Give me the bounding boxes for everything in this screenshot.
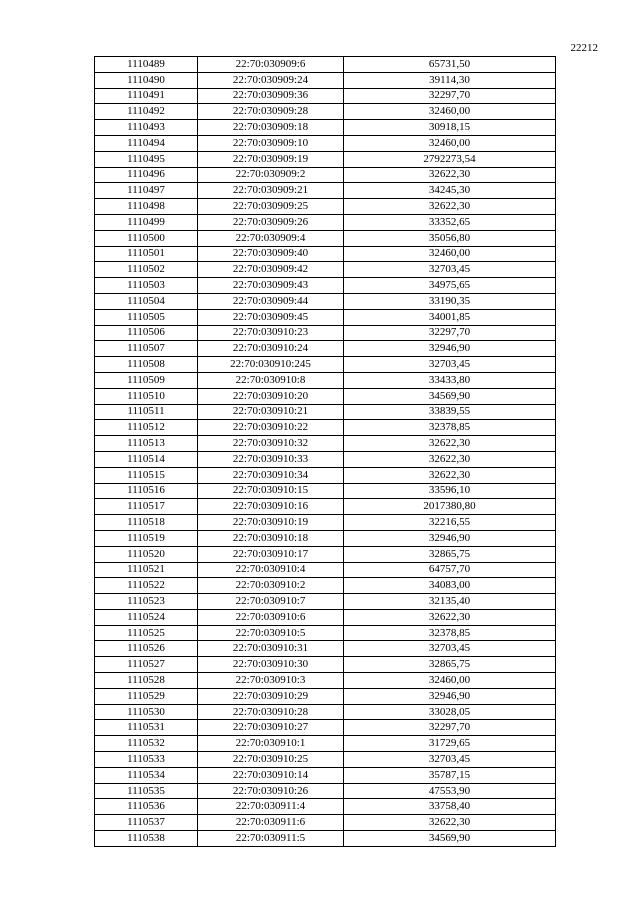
value-cell: 32216,55	[344, 515, 556, 531]
value-cell: 32378,85	[344, 625, 556, 641]
value-cell: 32460,00	[344, 135, 556, 151]
cadastral-number-cell: 22:70:030910:2	[198, 578, 344, 594]
row-number-cell: 1110517	[95, 499, 198, 515]
table-row	[95, 546, 556, 562]
row-number-cell: 1110530	[95, 704, 198, 720]
row-number-cell: 1110509	[95, 372, 198, 388]
cadastral-number-cell: 22:70:030909:45	[198, 309, 344, 325]
row-number-cell: 1110514	[95, 451, 198, 467]
table-row	[95, 562, 556, 578]
value-cell: 33352,65	[344, 214, 556, 230]
value-cell: 33433,80	[344, 372, 556, 388]
table-row	[95, 57, 556, 73]
row-number-cell: 1110503	[95, 278, 198, 294]
value-cell: 32703,45	[344, 357, 556, 373]
value-cell: 34083,00	[344, 578, 556, 594]
row-number-cell: 1110494	[95, 135, 198, 151]
cadastral-number-cell: 22:70:030910:19	[198, 515, 344, 531]
value-cell: 47553,90	[344, 783, 556, 799]
table-row	[95, 262, 556, 278]
cadastral-number-cell: 22:70:030909:6	[198, 57, 344, 73]
table-row	[95, 293, 556, 309]
value-cell: 34001,85	[344, 309, 556, 325]
cadastral-number-cell: 22:70:030910:5	[198, 625, 344, 641]
row-number-cell: 1110535	[95, 783, 198, 799]
table-row	[95, 420, 556, 436]
table-row	[95, 530, 556, 546]
table-row	[95, 799, 556, 815]
table-row	[95, 88, 556, 104]
row-number-cell: 1110500	[95, 230, 198, 246]
table-row	[95, 752, 556, 768]
row-number-cell: 1110511	[95, 404, 198, 420]
data-table	[94, 56, 556, 847]
table-row	[95, 673, 556, 689]
cadastral-number-cell: 22:70:030910:16	[198, 499, 344, 515]
table-row	[95, 214, 556, 230]
table-row	[95, 388, 556, 404]
table-row	[95, 151, 556, 167]
row-number-cell: 1110516	[95, 483, 198, 499]
cadastral-number-cell: 22:70:030909:28	[198, 104, 344, 120]
row-number-cell: 1110528	[95, 673, 198, 689]
table-row	[95, 720, 556, 736]
row-number-cell: 1110519	[95, 530, 198, 546]
row-number-cell: 1110497	[95, 183, 198, 199]
row-number-cell: 1110512	[95, 420, 198, 436]
table-row	[95, 625, 556, 641]
table-row	[95, 372, 556, 388]
value-cell: 32946,90	[344, 341, 556, 357]
cadastral-number-cell: 22:70:030910:3	[198, 673, 344, 689]
table-row	[95, 467, 556, 483]
row-number-cell: 1110510	[95, 388, 198, 404]
table-row	[95, 135, 556, 151]
value-cell: 32297,70	[344, 720, 556, 736]
row-number-cell: 1110493	[95, 120, 198, 136]
cadastral-number-cell: 22:70:030909:40	[198, 246, 344, 262]
row-number-cell: 1110525	[95, 625, 198, 641]
value-cell: 35056,80	[344, 230, 556, 246]
table-row	[95, 72, 556, 88]
value-cell: 32946,90	[344, 688, 556, 704]
cadastral-number-cell: 22:70:030910:15	[198, 483, 344, 499]
cadastral-number-cell: 22:70:030909:43	[198, 278, 344, 294]
cadastral-number-cell: 22:70:030909:21	[198, 183, 344, 199]
table-row	[95, 278, 556, 294]
cadastral-number-cell: 22:70:030910:31	[198, 641, 344, 657]
row-number-cell: 1110522	[95, 578, 198, 594]
row-number-cell: 1110489	[95, 57, 198, 73]
value-cell: 33190,35	[344, 293, 556, 309]
value-cell: 39114,30	[344, 72, 556, 88]
table-row	[95, 230, 556, 246]
value-cell: 34569,90	[344, 388, 556, 404]
cadastral-number-cell: 22:70:030910:18	[198, 530, 344, 546]
table-row	[95, 436, 556, 452]
cadastral-number-cell: 22:70:030910:22	[198, 420, 344, 436]
cadastral-number-cell: 22:70:030909:19	[198, 151, 344, 167]
cadastral-number-cell: 22:70:030911:4	[198, 799, 344, 815]
value-cell: 32460,00	[344, 104, 556, 120]
value-cell: 32946,90	[344, 530, 556, 546]
value-cell: 32703,45	[344, 262, 556, 278]
row-number-cell: 1110498	[95, 199, 198, 215]
row-number-cell: 1110531	[95, 720, 198, 736]
row-number-cell: 1110536	[95, 799, 198, 815]
row-number-cell: 1110533	[95, 752, 198, 768]
value-cell: 32622,30	[344, 451, 556, 467]
value-cell: 31729,65	[344, 736, 556, 752]
row-number-cell: 1110491	[95, 88, 198, 104]
table-row	[95, 736, 556, 752]
value-cell: 33596,10	[344, 483, 556, 499]
table-row	[95, 325, 556, 341]
row-number-cell: 1110537	[95, 815, 198, 831]
table-body	[95, 57, 556, 847]
row-number-cell: 1110502	[95, 262, 198, 278]
table-row	[95, 483, 556, 499]
cadastral-number-cell: 22:70:030910:32	[198, 436, 344, 452]
cadastral-number-cell: 22:70:030910:24	[198, 341, 344, 357]
cadastral-number-cell: 22:70:030910:17	[198, 546, 344, 562]
row-number-cell: 1110526	[95, 641, 198, 657]
row-number-cell: 1110518	[95, 515, 198, 531]
table-row	[95, 657, 556, 673]
value-cell: 64757,70	[344, 562, 556, 578]
row-number-cell: 1110520	[95, 546, 198, 562]
cadastral-number-cell: 22:70:030909:44	[198, 293, 344, 309]
value-cell: 32622,30	[344, 167, 556, 183]
table-row	[95, 641, 556, 657]
cadastral-number-cell: 22:70:030910:34	[198, 467, 344, 483]
cadastral-number-cell: 22:70:030910:27	[198, 720, 344, 736]
cadastral-number-cell: 22:70:030910:245	[198, 357, 344, 373]
value-cell: 33839,55	[344, 404, 556, 420]
cadastral-number-cell: 22:70:030910:6	[198, 609, 344, 625]
value-cell: 32622,30	[344, 199, 556, 215]
row-number-cell: 1110521	[95, 562, 198, 578]
row-number-cell: 1110534	[95, 767, 198, 783]
value-cell: 35787,15	[344, 767, 556, 783]
table-row	[95, 831, 556, 847]
row-number-cell: 1110515	[95, 467, 198, 483]
cadastral-number-cell: 22:70:030910:20	[198, 388, 344, 404]
table-row	[95, 341, 556, 357]
cadastral-number-cell: 22:70:030909:4	[198, 230, 344, 246]
cadastral-number-cell: 22:70:030909:24	[198, 72, 344, 88]
value-cell: 32865,75	[344, 546, 556, 562]
row-number-cell: 1110508	[95, 357, 198, 373]
table-row	[95, 783, 556, 799]
row-number-cell: 1110492	[95, 104, 198, 120]
row-number-cell: 1110513	[95, 436, 198, 452]
row-number-cell: 1110495	[95, 151, 198, 167]
value-cell: 2792273,54	[344, 151, 556, 167]
table-row	[95, 451, 556, 467]
value-cell: 32460,00	[344, 673, 556, 689]
cadastral-number-cell: 22:70:030910:7	[198, 594, 344, 610]
table-row	[95, 688, 556, 704]
row-number-cell: 1110501	[95, 246, 198, 262]
row-number-cell: 1110505	[95, 309, 198, 325]
value-cell: 34245,30	[344, 183, 556, 199]
value-cell: 33758,40	[344, 799, 556, 815]
row-number-cell: 1110532	[95, 736, 198, 752]
cadastral-number-cell: 22:70:030909:2	[198, 167, 344, 183]
cadastral-number-cell: 22:70:030910:8	[198, 372, 344, 388]
cadastral-number-cell: 22:70:030911:5	[198, 831, 344, 847]
value-cell: 32297,70	[344, 325, 556, 341]
value-cell: 2017380,80	[344, 499, 556, 515]
page-number: 22212	[570, 42, 598, 54]
value-cell: 32460,00	[344, 246, 556, 262]
value-cell: 33028,05	[344, 704, 556, 720]
cadastral-number-cell: 22:70:030910:23	[198, 325, 344, 341]
row-number-cell: 1110523	[95, 594, 198, 610]
row-number-cell: 1110538	[95, 831, 198, 847]
value-cell: 32622,30	[344, 436, 556, 452]
row-number-cell: 1110506	[95, 325, 198, 341]
table-row	[95, 767, 556, 783]
cadastral-number-cell: 22:70:030910:14	[198, 767, 344, 783]
value-cell: 32703,45	[344, 752, 556, 768]
cadastral-number-cell: 22:70:030911:6	[198, 815, 344, 831]
row-number-cell: 1110504	[95, 293, 198, 309]
value-cell: 65731,50	[344, 57, 556, 73]
value-cell: 32378,85	[344, 420, 556, 436]
table-row	[95, 199, 556, 215]
cadastral-number-cell: 22:70:030910:33	[198, 451, 344, 467]
cadastral-number-cell: 22:70:030910:25	[198, 752, 344, 768]
value-cell: 34569,90	[344, 831, 556, 847]
cadastral-number-cell: 22:70:030910:1	[198, 736, 344, 752]
cadastral-number-cell: 22:70:030910:29	[198, 688, 344, 704]
table-row	[95, 594, 556, 610]
table-row	[95, 167, 556, 183]
cadastral-number-cell: 22:70:030909:18	[198, 120, 344, 136]
cadastral-number-cell: 22:70:030910:4	[198, 562, 344, 578]
table-row	[95, 120, 556, 136]
table-row	[95, 499, 556, 515]
cadastral-number-cell: 22:70:030909:42	[198, 262, 344, 278]
cadastral-number-cell: 22:70:030910:21	[198, 404, 344, 420]
table-row	[95, 357, 556, 373]
table-row	[95, 609, 556, 625]
cadastral-number-cell: 22:70:030909:36	[198, 88, 344, 104]
row-number-cell: 1110527	[95, 657, 198, 673]
table-row	[95, 515, 556, 531]
cadastral-number-cell: 22:70:030910:28	[198, 704, 344, 720]
table-row	[95, 246, 556, 262]
row-number-cell: 1110529	[95, 688, 198, 704]
table-row	[95, 578, 556, 594]
cadastral-number-cell: 22:70:030909:10	[198, 135, 344, 151]
cadastral-number-cell: 22:70:030910:30	[198, 657, 344, 673]
value-cell: 32622,30	[344, 609, 556, 625]
value-cell: 32622,30	[344, 467, 556, 483]
table-row	[95, 704, 556, 720]
value-cell: 32703,45	[344, 641, 556, 657]
value-cell: 32135,40	[344, 594, 556, 610]
value-cell: 32622,30	[344, 815, 556, 831]
row-number-cell: 1110490	[95, 72, 198, 88]
row-number-cell: 1110524	[95, 609, 198, 625]
row-number-cell: 1110496	[95, 167, 198, 183]
value-cell: 30918,15	[344, 120, 556, 136]
cadastral-number-cell: 22:70:030909:25	[198, 199, 344, 215]
value-cell: 32865,75	[344, 657, 556, 673]
table-row	[95, 104, 556, 120]
row-number-cell: 1110507	[95, 341, 198, 357]
value-cell: 34975,65	[344, 278, 556, 294]
table-row	[95, 183, 556, 199]
row-number-cell: 1110499	[95, 214, 198, 230]
table-row	[95, 815, 556, 831]
cadastral-number-cell: 22:70:030909:26	[198, 214, 344, 230]
value-cell: 32297,70	[344, 88, 556, 104]
table-row	[95, 404, 556, 420]
table-row	[95, 309, 556, 325]
cadastral-number-cell: 22:70:030910:26	[198, 783, 344, 799]
